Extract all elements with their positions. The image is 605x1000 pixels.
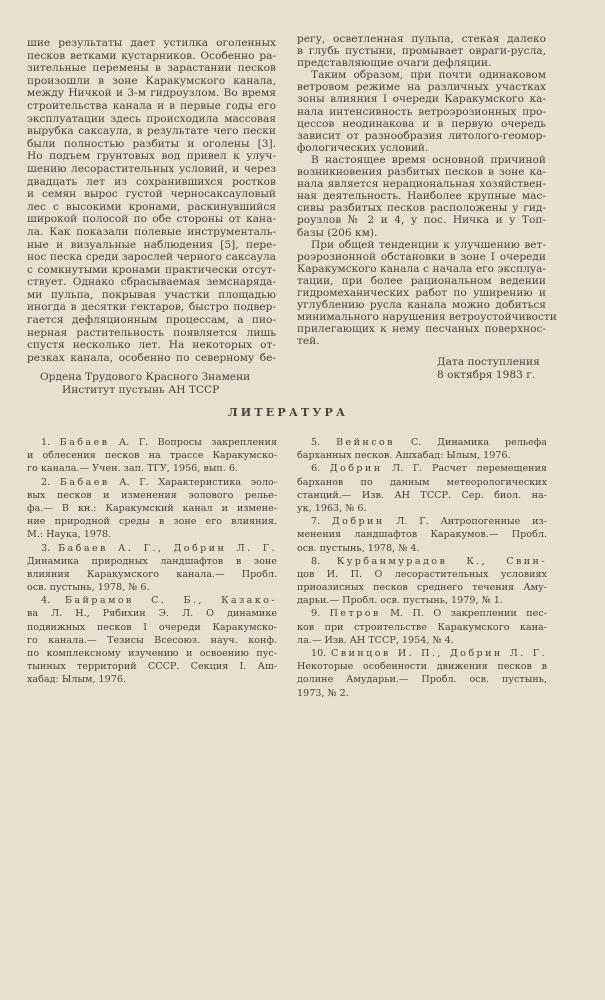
reference-author: Байрамов С. Б., Казако- xyxy=(64,595,277,607)
text-line: спустя несколько лет. На некоторых от- xyxy=(27,339,276,352)
text-line: иногда в десятки гектаров, быстро подвер- xyxy=(27,301,276,314)
reference-line: фа.— В кн.: Каракумский канал и измене- xyxy=(27,502,277,514)
text-line: прилегающих к нему песчаных поверхнос- xyxy=(297,323,546,336)
reference-item xyxy=(297,607,547,647)
reference-item xyxy=(297,647,547,700)
reference-item xyxy=(297,462,547,515)
text-line: строительства канала и в первые годы его xyxy=(27,99,276,112)
reference-author: Бабаев xyxy=(59,476,110,488)
reference-line: станций.— Изв. АН ТССР. Сер. биол. на- xyxy=(297,489,547,501)
reference-title-start: С. Динамика рельефа xyxy=(394,437,547,448)
text-line: зительные перемены в зарастании песков xyxy=(27,62,276,75)
received-label: Дата поступления xyxy=(437,356,540,368)
text-line: нерная растительность появляется лишь xyxy=(27,326,276,339)
text-line: гается дефляционным процессам, а пио- xyxy=(27,314,276,327)
reference-author: Добрин xyxy=(329,463,383,475)
text-line: регу, осветленная пульпа, стекая далеко xyxy=(297,33,546,45)
text-line: роузлов № 2 и 4, у пос. Ничка и у Топ- xyxy=(297,214,546,227)
paragraph xyxy=(297,238,557,348)
reference-first-line xyxy=(297,462,547,475)
reference-line: ние природной среды в зоне его влияния. xyxy=(27,516,277,528)
text-line: вырубка саксаула, в результате чего пески xyxy=(27,125,276,138)
reference-title-start: Л. Г. Антропогенные из- xyxy=(384,516,547,528)
reference-first-line xyxy=(27,476,277,489)
text-line: шению лесорастительных условий, и через xyxy=(27,162,276,175)
text-line: нос песка среди зарослей черного саксаула xyxy=(27,251,276,264)
affiliation-line-2: Институт пустынь АН ТССР xyxy=(62,383,220,396)
text-line: ная деятельность. Наиболее крупные мас- xyxy=(297,190,546,203)
reference-item xyxy=(27,476,277,542)
reference-number: 5. xyxy=(311,437,321,448)
reference-line: вых песков и изменения эолового релье- xyxy=(27,489,277,501)
paragraph xyxy=(27,37,276,364)
reference-line: влияния Каракумского канала.— Пробл. xyxy=(27,568,277,580)
text-line: ствует. Однако сбрасываемая земснаряда- xyxy=(27,276,276,289)
reference-number: 10. xyxy=(311,648,327,659)
reference-item xyxy=(297,436,547,462)
reference-line: ков при строительстве Каракумского кана- xyxy=(297,621,547,633)
text-line: роэрозионной обстановки в зоне I очереди xyxy=(297,250,546,263)
references-heading: ЛИТЕРАТУРА xyxy=(227,406,349,419)
text-line: углублению русла канала можно добиться xyxy=(297,299,546,312)
reference-first-line xyxy=(297,515,547,528)
text-line: возникновения разбитых песков в зоне ка- xyxy=(297,166,546,179)
text-line: эксплуатации здесь происходила массовая xyxy=(27,112,276,125)
reference-line: го канала.— Тезисы Всесоюз. науч. конф. xyxy=(27,634,277,646)
text-line: представляющие очаги дефляции. xyxy=(297,57,492,70)
paragraph xyxy=(297,69,546,154)
text-line: ветровом режиме на различных участках xyxy=(297,81,546,94)
text-line: произошли в зоне Каракумского канала, xyxy=(27,74,276,87)
reference-first-line xyxy=(297,555,547,568)
reference-line: и облесения песков на трассе Каракумско- xyxy=(27,450,277,462)
reference-author: Курбанмурадов К., Свин- xyxy=(336,555,547,567)
text-line: В настоящее время основной причиной xyxy=(311,153,546,166)
reference-line: Некоторые особенности движения песков в xyxy=(297,661,547,673)
reference-line: подвижных песков I очереди Каракумско- xyxy=(27,621,277,633)
reference-number: 2. xyxy=(41,476,51,488)
reference-line: цов И. П. О лесорастительных условиях xyxy=(297,568,547,580)
reference-line: М.: Наука, 1978. xyxy=(27,529,112,541)
reference-line: 1973, № 2. xyxy=(297,687,349,699)
reference-number: 1. xyxy=(41,437,51,448)
reference-author: Бабаев А. Г., Добрин Л. Г. xyxy=(58,542,277,554)
reference-item xyxy=(297,515,547,555)
text-line: двадцать лет из сохранившихся ростков xyxy=(27,175,276,188)
reference-author: Вейнсов xyxy=(336,437,395,448)
text-line: ные и визуальные наблюдения [5], пере- xyxy=(27,238,276,251)
reference-first-line xyxy=(297,436,547,449)
reference-line: ва Л. Н., Рябихин Э. Л. О динамике xyxy=(27,608,277,620)
text-line: тации, при более рациональном ведении xyxy=(297,274,546,287)
text-line: зависит от разнообразия литолого-геомор- xyxy=(297,129,546,142)
reference-line: дарьи.— Пробл. осв. пустынь, 1979, № 1. xyxy=(297,595,503,607)
text-line: с сомкнутыми кронами практически отсут- xyxy=(27,263,276,276)
reference-line: ла.— Изв. АН ТССР, 1954, № 4. xyxy=(297,634,454,646)
reference-number: 3. xyxy=(41,542,51,554)
text-line: тей. xyxy=(297,335,320,348)
references-left-column xyxy=(27,436,277,687)
text-line: цессов неодинакова и в первую очередь xyxy=(297,117,546,130)
reference-line: осв. пустынь, 1978, № 6. xyxy=(27,582,150,594)
affiliation-line-1: Ордена Трудового Красного Знамени xyxy=(40,371,251,383)
text-line: широкой полосой по обе стороны от кана- xyxy=(27,213,276,226)
reference-title-start: А. Г. Вопросы закрепления xyxy=(109,437,277,448)
reference-item xyxy=(27,436,277,476)
reference-number: 4. xyxy=(41,595,51,607)
text-line: Таким образом, при почти одинаковом xyxy=(311,69,546,82)
text-line: песков ветками кустарников. Особенно ра- xyxy=(27,49,276,62)
reference-line: по комплексному изучению и освоению пус- xyxy=(27,648,277,659)
reference-line: барханных песков. Ашхабад: Ылым, 1976. xyxy=(297,450,511,462)
reference-line: ук, 1963, № 6. xyxy=(297,502,367,514)
reference-line: го канала.— Учен. зап. ТГУ, 1956, вып. 6. xyxy=(27,463,239,475)
text-line: шие результаты дает устилка оголенных xyxy=(27,37,276,49)
reference-first-line xyxy=(27,594,277,607)
reference-line: менения ландшафтов Каракумов.— Пробл. xyxy=(297,529,547,541)
reference-number: 7. xyxy=(311,516,321,528)
text-line: базы (206 км). xyxy=(297,226,378,239)
reference-line: осв. пустынь, 1978, № 4. xyxy=(297,542,420,554)
reference-line: барханов по данным метеорологических xyxy=(297,476,547,488)
reference-item xyxy=(27,542,277,595)
reference-author: Бабаев xyxy=(59,437,110,448)
reference-title-start: М. П. О закреплении пес- xyxy=(380,608,547,620)
text-line: фологических условий. xyxy=(297,141,429,154)
reference-title-start: Л. Г. Расчет перемещения xyxy=(382,463,547,475)
reference-author: Петров xyxy=(329,608,381,620)
text-line: Но подъем грунтовых вод привел к улуч- xyxy=(27,150,276,163)
text-line: лес с высокими кронами, раскинувшийся xyxy=(27,200,276,213)
text-line: Каракумского канала с начала его эксплуа- xyxy=(297,262,546,275)
received-date: 8 октября 1983 г. xyxy=(437,368,536,381)
text-line: резках канала, особенно по северному бе- xyxy=(27,351,276,364)
reference-first-line xyxy=(297,607,547,620)
reference-line: тынных территорий СССР. Секция I. Аш- xyxy=(27,661,277,673)
reference-title-start: А. Г. Характеристика эоло- xyxy=(109,476,277,488)
text-line: ла. Как показали полевые инструменталь- xyxy=(27,225,276,238)
reference-author: Добрин xyxy=(331,516,385,528)
reference-item xyxy=(27,594,277,686)
text-line: При общей тенденции к улучшению вет- xyxy=(311,238,546,251)
reference-number: 6. xyxy=(311,463,321,475)
text-line: нала интенсивность ветроэрозионных про- xyxy=(297,105,546,118)
reference-line: Динамика природных ландшафтов в зоне xyxy=(27,555,277,567)
text-line: и семян вырос густой черносаксауловый xyxy=(27,188,276,201)
text-line: в глубь пустыни, промывает овраги-русла, xyxy=(297,45,546,58)
reference-first-line xyxy=(297,647,547,660)
text-line: сивы разбитых песков расположены у гид- xyxy=(297,202,546,215)
text-line: минимального нарушения ветроустойчивости xyxy=(297,311,557,324)
text-line: ми пульпа, покрывая участки площадью xyxy=(27,288,276,301)
text-line: гидромеханических работ по уширению и xyxy=(297,286,546,299)
reference-number: 9. xyxy=(311,608,321,620)
reference-first-line xyxy=(27,436,277,449)
reference-line: хабад: Ылым, 1976. xyxy=(27,674,127,686)
reference-number: 8. xyxy=(311,555,321,567)
author-affiliation xyxy=(40,371,250,396)
reference-first-line xyxy=(27,542,277,555)
references-right-column xyxy=(297,436,547,700)
reference-item xyxy=(297,555,547,608)
text-line: были полностью разбиты и оголены [3]. xyxy=(27,137,276,150)
text-line: между Ничкой и 3-м гидроузлом. Во время xyxy=(27,87,276,100)
reference-author: Свинцов И. П., Добрин Л. Г. xyxy=(331,648,547,659)
article-text-left-column xyxy=(27,37,276,364)
text-line: зоны влияния I очереди Каракумского ка- xyxy=(297,93,546,106)
received-date-block xyxy=(437,356,540,382)
reference-line: долине Амударьи.— Пробл. осв. пустынь, xyxy=(297,674,547,686)
text-line: нала является нерациональная хозяйствен- xyxy=(297,178,546,191)
reference-line: приоазисных песков среднего течения Аму- xyxy=(297,582,547,594)
paragraph xyxy=(297,154,546,239)
paragraph xyxy=(297,33,546,69)
article-text-right-column xyxy=(297,33,557,348)
